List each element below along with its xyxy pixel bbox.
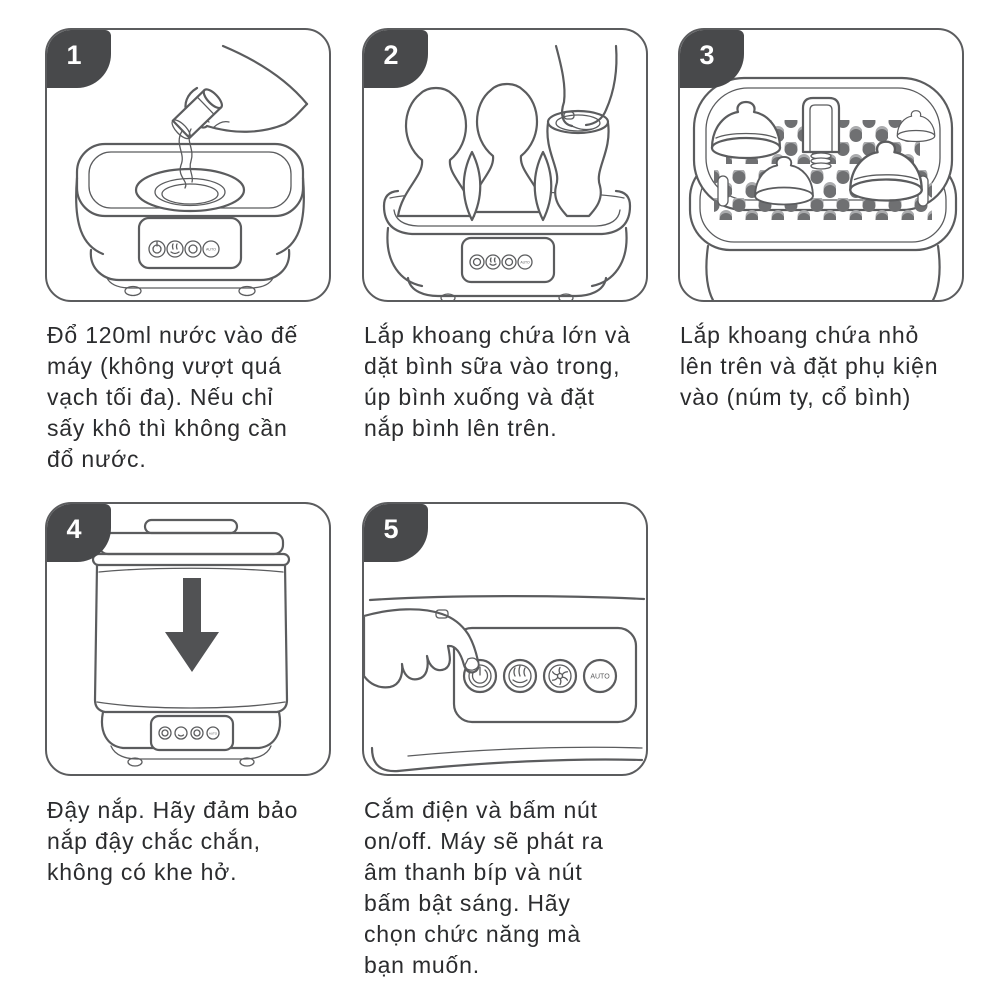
caption-line: on/off. Máy sẽ phát ra bbox=[364, 828, 604, 854]
control-panel bbox=[454, 628, 636, 722]
control-panel bbox=[139, 218, 241, 268]
heating-well bbox=[136, 169, 244, 211]
control-panel bbox=[462, 238, 554, 282]
step-1-caption bbox=[47, 320, 298, 475]
machine-bottom-edge bbox=[372, 747, 642, 771]
step-number: 5 bbox=[383, 513, 399, 544]
step-1-panel bbox=[45, 28, 331, 302]
caption-line: nắp đậy chắc chắn, bbox=[47, 828, 261, 854]
svg-text:AUTO: AUTO bbox=[208, 731, 218, 736]
step-5-panel bbox=[362, 502, 648, 776]
caption-line: bạn muốn. bbox=[364, 952, 480, 978]
svg-text:AUTO: AUTO bbox=[206, 247, 216, 252]
caption-line: sấy khô thì không cần bbox=[47, 415, 288, 441]
caption-line: máy (không vượt quá bbox=[47, 353, 282, 379]
caption-line: Cắm điện và bấm nút bbox=[364, 797, 598, 823]
lid bbox=[93, 520, 289, 565]
caption-line: dặt bình sữa vào trong, bbox=[364, 353, 621, 379]
step-4-caption bbox=[47, 795, 298, 888]
caption-line: vào (núm ty, cổ bình) bbox=[680, 384, 912, 410]
caption-line: đổ nước. bbox=[47, 446, 147, 472]
caption-line: Đổ 120ml nước vào đế bbox=[47, 322, 299, 348]
caption-line: âm thanh bíp và nút bbox=[364, 859, 583, 885]
step-5-caption bbox=[364, 795, 604, 981]
machine-top-seam bbox=[370, 596, 644, 600]
step-3-panel bbox=[678, 28, 964, 302]
step-number: 1 bbox=[66, 39, 82, 70]
step-number: 4 bbox=[66, 513, 82, 544]
bottle bbox=[398, 88, 474, 216]
caption-line: Lắp khoang chứa nhỏ bbox=[680, 322, 920, 348]
caption-line: Lắp khoang chứa lớn và bbox=[364, 322, 631, 348]
caption-line: không có khe hở. bbox=[47, 859, 238, 885]
caption-line: vạch tối đa). Nếu chỉ bbox=[47, 384, 274, 410]
steam-button-icon bbox=[504, 660, 536, 692]
step-2-caption bbox=[364, 320, 631, 444]
bucket-body bbox=[706, 246, 939, 300]
caption-line: bấm bật sáng. Hãy bbox=[364, 890, 571, 916]
step-number: 3 bbox=[699, 39, 715, 70]
bottle-held bbox=[547, 111, 608, 216]
step-number: 2 bbox=[383, 39, 399, 70]
step-3-caption bbox=[680, 320, 938, 413]
caption-line: úp bình xuống và đặt bbox=[364, 384, 595, 410]
step-4-panel bbox=[45, 502, 331, 776]
down-arrow-icon bbox=[165, 578, 219, 672]
caption-line: Đậy nắp. Hãy đảm bảo bbox=[47, 797, 299, 823]
lid-handle bbox=[145, 520, 237, 533]
measuring-cup bbox=[169, 87, 225, 142]
svg-text:AUTO: AUTO bbox=[520, 260, 530, 265]
svg-text:AUTO: AUTO bbox=[590, 673, 610, 681]
control-panel bbox=[151, 716, 233, 750]
fingernail bbox=[465, 658, 478, 670]
step-2-panel bbox=[362, 28, 648, 302]
caption-line: lên trên và đặt phụ kiện bbox=[680, 353, 939, 379]
tray-slot bbox=[718, 176, 728, 206]
caption-line: chọn chức năng mà bbox=[364, 921, 581, 947]
caption-line: nắp bình lên trên. bbox=[364, 415, 558, 441]
